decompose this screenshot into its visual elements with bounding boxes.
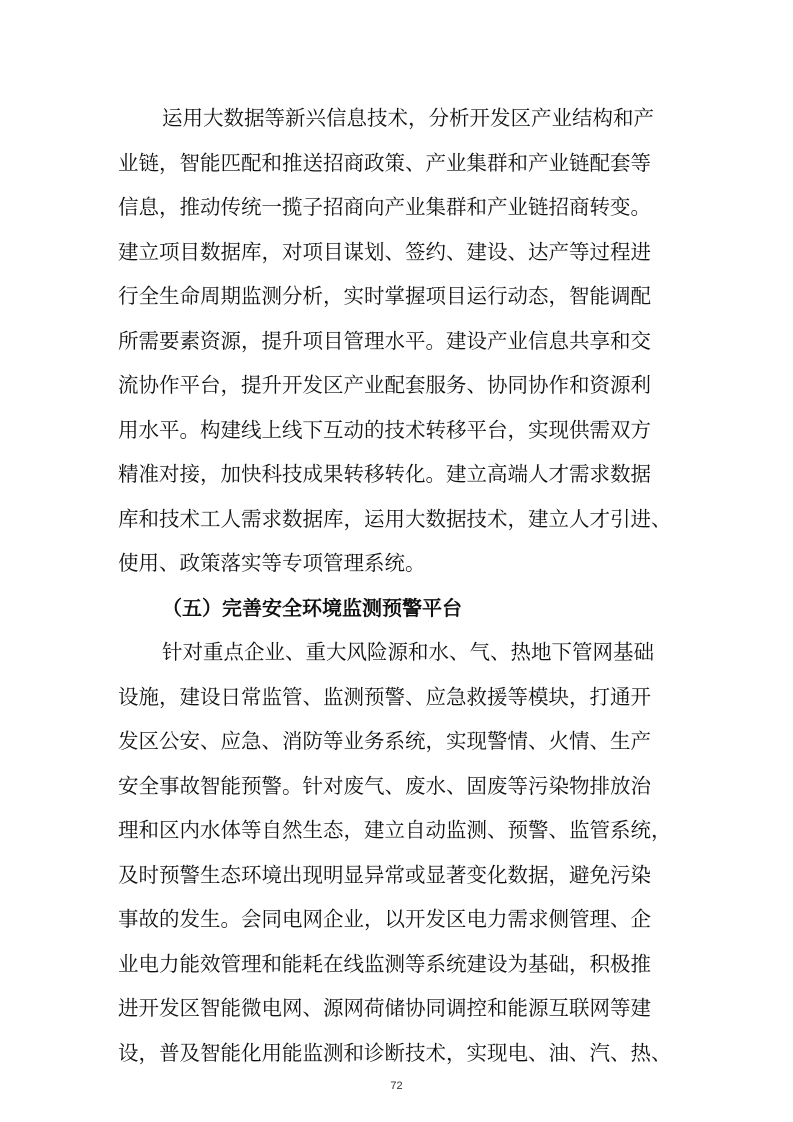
paragraph-2-line-1: 针对重点企业、重大风险源和水、气、热地下管网基础 xyxy=(162,640,654,664)
paragraph-2-line-4: 安全事故智能预警。针对废气、废水、固废等污染物排放治 xyxy=(118,774,651,798)
paragraph-1-line-4: 建立项目数据库，对项目谋划、签约、建设、达产等过程进 xyxy=(118,240,651,264)
paragraph-1-line-2: 业链，智能匹配和推送招商政策、产业集群和产业链配套等 xyxy=(118,151,651,175)
paragraph-1-line-5: 行全生命周期监测分析，实时掌握项目运行动态，智能调配 xyxy=(118,284,651,308)
paragraph-2-line-3: 发区公安、应急、消防等业务系统，实现警情、火情、生产 xyxy=(118,729,651,753)
paragraph-2-line-2: 设施，建设日常监管、监测预警、应急救援等模块，打通开 xyxy=(118,685,651,709)
paragraph-1-line-8: 用水平。构建线上线下互动的技术转移平台，实现供需双方 xyxy=(118,418,651,442)
paragraph-1-line-7: 流协作平台，提升开发区产业配套服务、协同协作和资源利 xyxy=(118,373,651,397)
section-heading: （五）完善安全环境监测预警平台 xyxy=(162,596,462,620)
paragraph-1-line-3: 信息，推动传统一揽子招商向产业集群和产业链招商转变。 xyxy=(118,195,651,219)
paragraph-2-line-8: 业电力能效管理和能耗在线监测等系统建设为基础，积极推 xyxy=(118,952,651,976)
paragraph-2-line-9: 进开发区智能微电网、源网荷储协同调控和能源互联网等建 xyxy=(118,996,651,1020)
paragraph-1-line-1: 运用大数据等新兴信息技术，分析开发区产业结构和产 xyxy=(162,106,654,130)
paragraph-1-line-9: 精准对接，加快科技成果转移转化。建立高端人才需求数据 xyxy=(118,462,651,486)
paragraph-2-line-6: 及时预警生态环境出现明显异常或显著变化数据，避免污染 xyxy=(118,863,651,887)
paragraph-1-line-6: 所需要素资源，提升项目管理水平。建设产业信息共享和交 xyxy=(118,329,651,353)
paragraph-1-line-11: 使用、政策落实等专项管理系统。 xyxy=(118,551,426,575)
paragraph-2-line-7: 事故的发生。会同电网企业，以开发区电力需求侧管理、企 xyxy=(118,907,651,931)
paragraph-1-line-10: 库和技术工人需求数据库，运用大数据技术，建立人才引进、 xyxy=(118,507,672,531)
page-number: 72 xyxy=(390,1080,403,1092)
paragraph-2-line-5: 理和区内水体等自然生态，建立自动监测、预警、监管系统， xyxy=(118,818,672,842)
paragraph-2-line-10: 设，普及智能化用能监测和诊断技术，实现电、油、汽、热、 xyxy=(118,1041,672,1065)
